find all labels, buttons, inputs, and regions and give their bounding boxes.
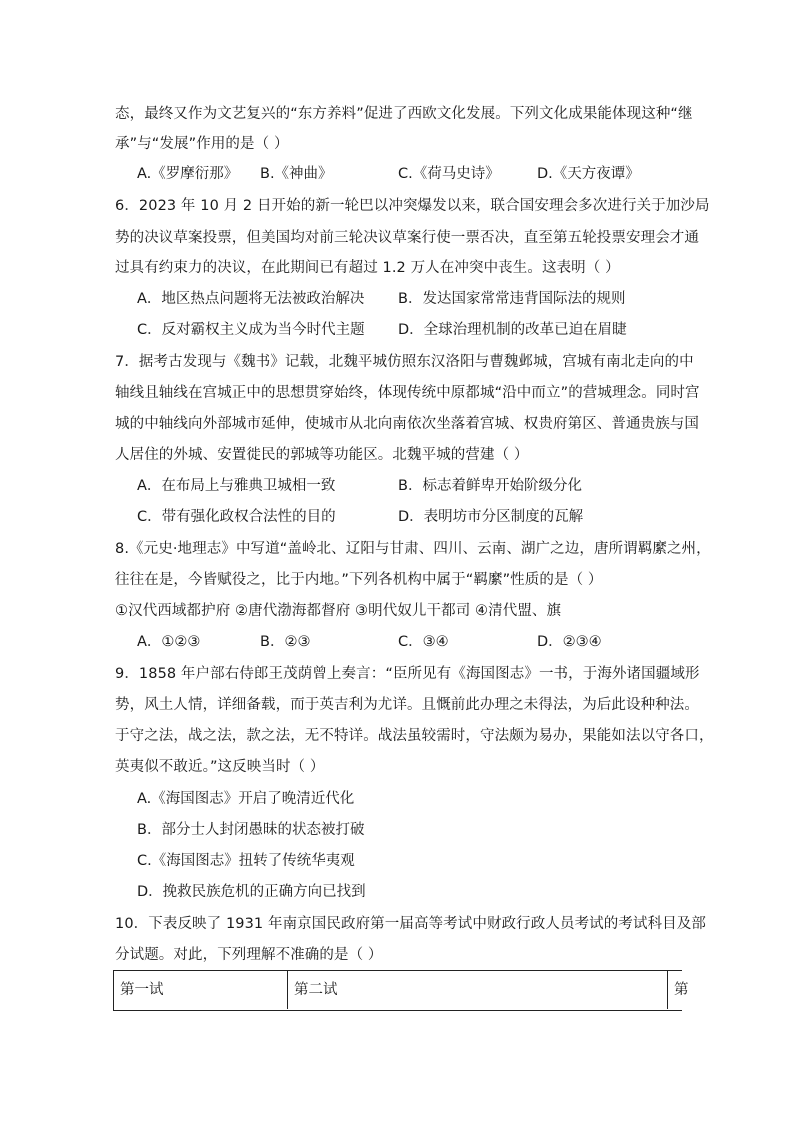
q7-stem-line-3: 城的中轴线向外部城市延伸，使城市从北向南依次坐落着宫城、权贵府第区、普通贵族与国 — [115, 416, 699, 432]
q7-option-a: A．在布局上与雅典卫城相一致 — [137, 478, 336, 494]
table-header-cell: 第一试 — [114, 971, 288, 1009]
q6-stem-line-1: 6．2023 年 10 月 2 日开始的新一轮巴以冲突爆发以来，联合国安理会多次进行关于加沙局 — [115, 198, 710, 214]
q5-option-d: D.《天方夜谭》 — [537, 166, 640, 182]
q9-stem-line-1: 9．1858 年户部右侍郎王茂荫曾上奏言：“臣所见有《海国图志》一书，于海外诸国疆域形 — [115, 666, 700, 682]
q8-stem-line-1: 8.《元史·地理志》中写道“盖岭北、辽阳与甘肃、四川、云南、湖广之边，唐所谓羁縻之州， — [115, 541, 711, 557]
q5-option-c: C.《荷马史诗》 — [398, 166, 500, 182]
q7-option-b: B．标志着鲜卑开始阶级分化 — [398, 478, 582, 494]
q9-option-d: D．挽救民族危机的正确方向已找到 — [137, 884, 366, 900]
q6-option-a: A．地区热点问题将无法被政治解决 — [137, 291, 365, 307]
q10-stem-line-1: 10．下表反映了 1931 年南京国民政府第一届高等考试中财政行政人员考试的考试科目及部 — [115, 916, 706, 932]
q7-stem-line-1: 7．据考古发现与《魏书》记载，北魏平城仿照东汉洛阳与曹魏邺城，宫城有南北走向的中 — [115, 354, 694, 370]
q9-stem-line-3: 于守之法，战之法，款之法，无不特详。战法虽较需时，守法颇为易办，果能如法以守各口， — [115, 728, 714, 744]
q6-option-b: B．发达国家常常违背国际法的规则 — [398, 291, 626, 307]
q9-stem-line-2: 势，风土人情，详细备载，而于英吉利为尤详。且慨前此办理之未得法，为后此设种种法。 — [115, 697, 699, 713]
q9-option-c: C.《海国图志》扭转了传统华夷观 — [137, 853, 355, 869]
q8-option-d: D．②③④ — [537, 634, 602, 650]
q8-items: ①汉代西域都护府 ②唐代渤海都督府 ③明代奴儿干都司 ④清代盟、旗 — [115, 603, 562, 619]
q6-stem-line-3: 过具有约束力的决议，在此期间已有超过 1.2 万人在冲突中丧生。这表明（ ） — [115, 260, 620, 276]
q8-option-a: A．①②③ — [137, 634, 201, 650]
q10-stem-line-2: 分试题。对此，下列理解不准确的是（ ） — [115, 947, 383, 963]
q8-option-c: C．③④ — [398, 634, 449, 650]
q9-stem-line-4: 英夷似不敢近。”这反映当时（ ） — [115, 759, 325, 775]
q8-stem-line-2: 往往在是，今皆赋役之，比于内地。”下列各机构中属于“羁縻”性质的是（ ） — [115, 572, 603, 588]
q5-option-b: B.《神曲》 — [260, 166, 333, 182]
table-header-cell: 第 — [674, 982, 689, 998]
q9-option-b: B．部分士人封闭愚昧的状态被打破 — [137, 822, 365, 838]
q7-stem-line-4: 人居住的外城、安置徙民的郭城等功能区。北魏平城的营建（ ） — [115, 447, 529, 463]
table-header-cell: 第二试 — [288, 971, 668, 1009]
q8-option-b: B．②③ — [260, 634, 311, 650]
q5-stem-line-1: 态，最终又作为文艺复兴的“东方养料”促进了西欧文化发展。下列文化成果能体现这种“继 — [115, 106, 693, 122]
q5-stem-line-2: 承”与“发展”作用的是（ ） — [115, 136, 289, 152]
q6-option-c: C．反对霸权主义成为当今时代主题 — [137, 322, 365, 338]
q5-option-a: A.《罗摩衍那》 — [137, 166, 239, 182]
exam-subjects-table — [113, 970, 689, 1011]
q6-stem-line-2: 势的决议草案投票，但美国均对前三轮决议草案行使一票否决，直至第五轮投票安理会才通 — [115, 230, 699, 246]
q6-option-d: D．全球治理机制的改革已迫在眉睫 — [398, 322, 627, 338]
q7-option-c: C．带有强化政权合法性的目的 — [137, 509, 336, 525]
q9-option-a: A.《海国图志》开启了晚清近代化 — [137, 791, 355, 807]
q7-stem-line-2: 轴线且轴线在宫城正中的思想贯穿始终，体现传统中原都城“沿中而立”的营城理念。同时宫 — [115, 385, 700, 401]
q7-option-d: D．表明坊市分区制度的瓦解 — [398, 509, 584, 525]
